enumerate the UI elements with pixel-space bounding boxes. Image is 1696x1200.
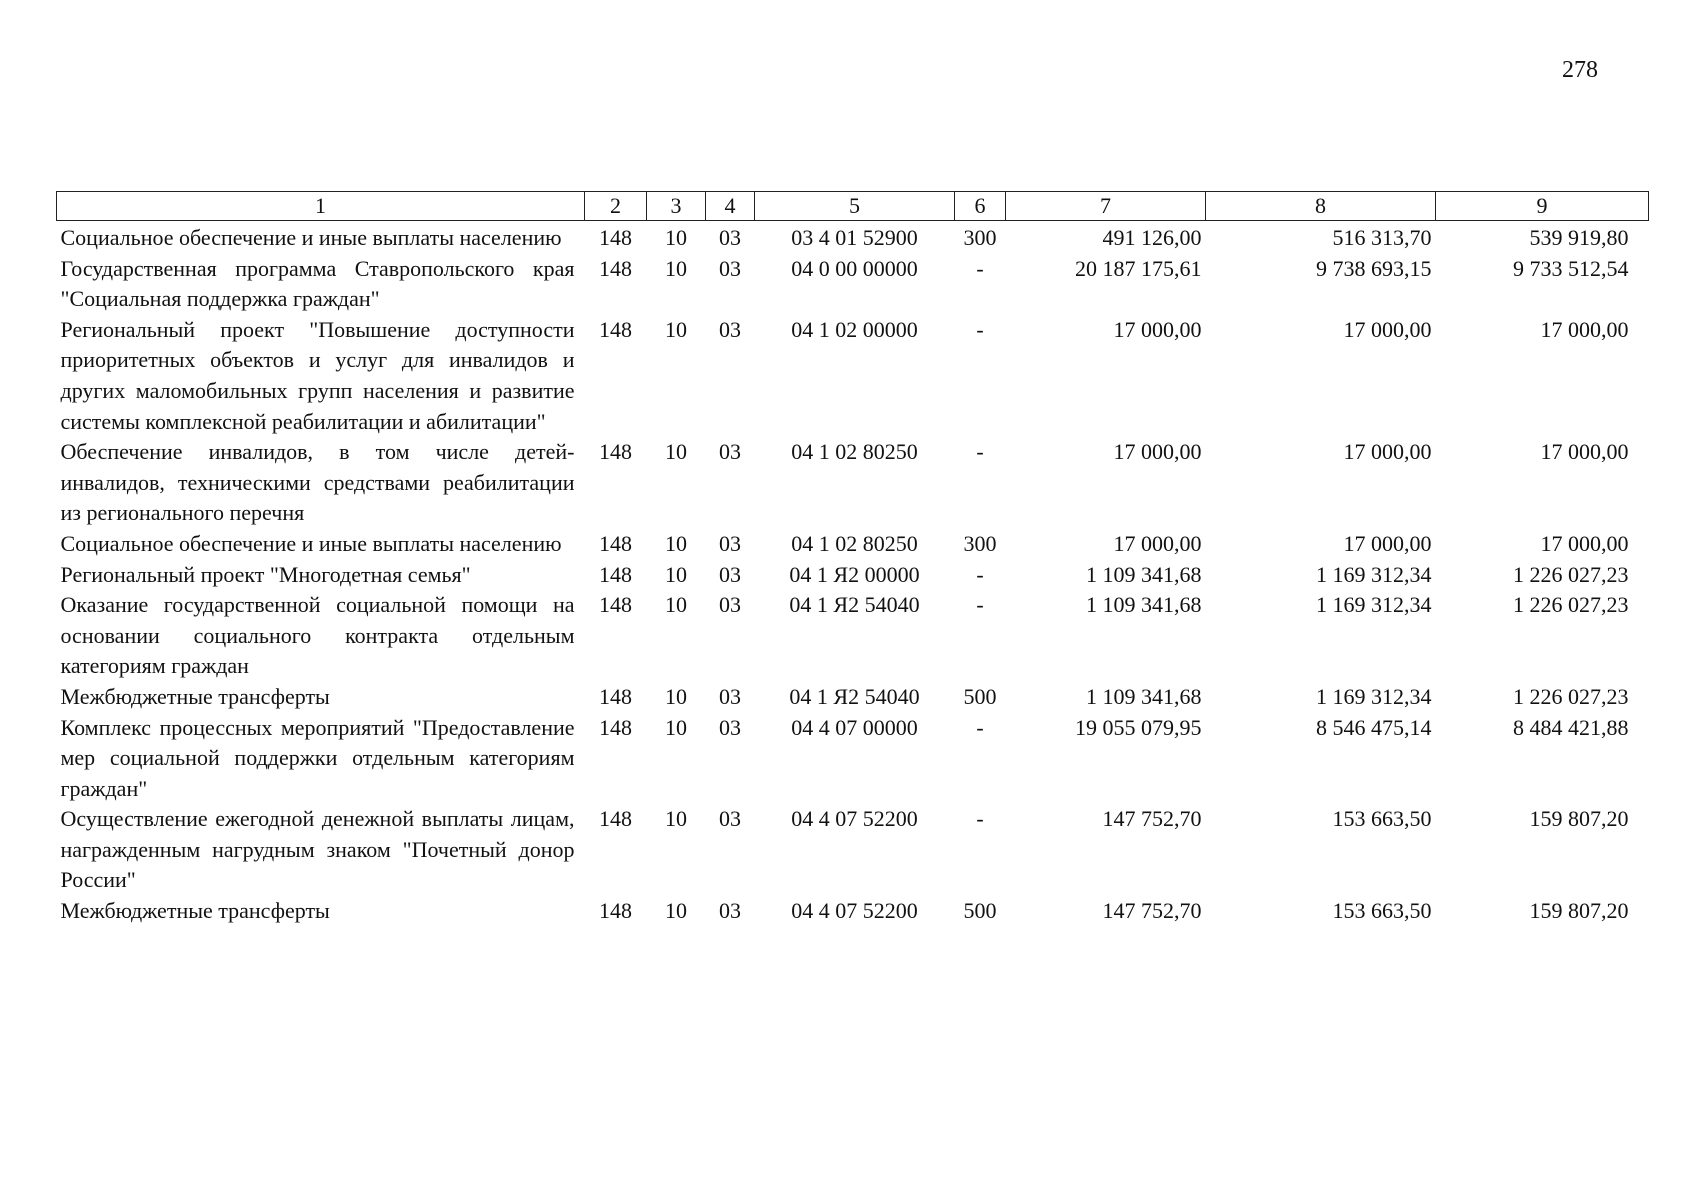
row-col-9: 9 733 512,54 [1513, 255, 1629, 281]
row-col-5: 04 1 02 80250 [791, 439, 918, 465]
row-name: Региональный проект "Повышение доступности приоритетных объектов и услуг для инвалидов и других маломобильных групп населения и развитие системы комплексной реабилитации и абилитации" [60, 316, 575, 434]
header-col-7: 7 [1006, 192, 1206, 221]
table-row [57, 713, 1649, 805]
row-col-4: 03 [719, 714, 741, 740]
row-col-2: 148 [599, 316, 632, 342]
row-name: Оказание государственной социальной помощи на основании социального контракта отдельным категориям граждан [60, 592, 575, 679]
row-col-5: 04 4 07 00000 [791, 714, 918, 740]
row-col-4: 03 [719, 806, 741, 832]
row-col-5: 04 1 Я2 54040 [789, 592, 920, 618]
row-col-3: 10 [665, 561, 687, 587]
row-col-9: 17 000,00 [1540, 439, 1629, 465]
row-col-4: 03 [719, 530, 741, 556]
row-col-7: 1 109 341,68 [1086, 561, 1202, 587]
row-col-2: 148 [599, 530, 632, 556]
table-row [57, 315, 1649, 437]
row-col-8: 9 738 693,15 [1316, 255, 1432, 281]
page-number: 278 [1562, 57, 1598, 83]
row-col-8: 1 169 312,34 [1316, 683, 1432, 709]
row-name: Обеспечение инвалидов, в том числе детей-инвалидов, техническими средствами реабилитации из регионального перечня [60, 439, 575, 526]
row-col-9: 159 807,20 [1529, 898, 1629, 924]
row-col-9: 17 000,00 [1540, 316, 1629, 342]
row-col-4: 03 [719, 898, 741, 924]
row-col-8: 17 000,00 [1343, 530, 1432, 556]
row-name: Социальное обеспечение и иные выплаты населению [60, 225, 562, 250]
row-col-7: 147 752,70 [1102, 898, 1202, 924]
table-row [57, 221, 1649, 254]
row-col-3: 10 [665, 530, 687, 556]
table-row [57, 896, 1649, 927]
row-col-8: 516 313,70 [1332, 225, 1432, 250]
row-col-4: 03 [719, 225, 741, 250]
row-col-3: 10 [665, 592, 687, 618]
row-col-2: 148 [599, 898, 632, 924]
header-row [57, 192, 1649, 221]
row-col-2: 148 [599, 255, 632, 281]
row-col-5: 04 1 Я2 54040 [789, 683, 920, 709]
row-col-8: 153 663,50 [1332, 898, 1432, 924]
table-row [57, 254, 1649, 315]
row-col-3: 10 [665, 316, 687, 342]
row-col-6: - [976, 561, 984, 587]
row-col-5: 04 1 Я2 00000 [789, 561, 920, 587]
row-col-6: 300 [963, 530, 997, 556]
row-name: Социальное обеспечение и иные выплаты населению [60, 530, 562, 556]
row-name: Государственная программа Ставропольского края "Социальная поддержка граждан" [60, 255, 575, 312]
row-col-9: 1 226 027,23 [1513, 561, 1629, 587]
row-col-4: 03 [719, 439, 741, 465]
row-col-4: 03 [719, 683, 741, 709]
row-name: Осуществление ежегодной денежной выплаты лицам, награжденным нагрудным знаком "Почетный донор России" [60, 806, 575, 893]
row-col-8: 1 169 312,34 [1316, 592, 1432, 618]
row-col-4: 03 [719, 561, 741, 587]
row-col-6: - [976, 316, 984, 342]
row-col-4: 03 [719, 592, 741, 618]
header-col-2: 2 [585, 192, 647, 221]
row-col-6: - [976, 806, 984, 832]
row-col-7: 491 126,00 [1102, 225, 1202, 250]
header-col-8: 8 [1206, 192, 1436, 221]
row-name: Региональный проект "Многодетная семья" [60, 561, 471, 587]
row-col-3: 10 [665, 439, 687, 465]
table-row [57, 804, 1649, 896]
row-name: Межбюджетные трансферты [60, 683, 330, 709]
row-col-8: 17 000,00 [1343, 316, 1432, 342]
table-row [57, 560, 1649, 591]
row-col-8: 1 169 312,34 [1316, 561, 1432, 587]
budget-table-container [56, 191, 1648, 927]
table-row [57, 590, 1649, 682]
table-row [57, 529, 1649, 560]
row-col-2: 148 [599, 225, 632, 250]
row-col-5: 04 1 02 80250 [791, 530, 918, 556]
row-col-3: 10 [665, 683, 687, 709]
row-col-5: 04 1 02 00000 [791, 316, 918, 342]
row-col-9: 8 484 421,88 [1513, 714, 1629, 740]
row-col-5: 04 4 07 52200 [791, 806, 918, 832]
header-col-1: 1 [57, 192, 585, 221]
row-col-3: 10 [665, 714, 687, 740]
row-name: Комплекс процессных мероприятий "Предоставление мер социальной поддержки отдельным категориям граждан" [60, 714, 575, 801]
header-col-3: 3 [647, 192, 706, 221]
row-col-3: 10 [665, 806, 687, 832]
row-col-2: 148 [599, 683, 632, 709]
row-col-3: 10 [665, 225, 687, 250]
row-col-7: 20 187 175,61 [1075, 255, 1202, 281]
row-col-7: 17 000,00 [1113, 316, 1202, 342]
row-col-7: 17 000,00 [1113, 439, 1202, 465]
row-col-6: - [976, 255, 984, 281]
row-col-9: 539 919,80 [1529, 225, 1629, 250]
row-col-4: 03 [719, 255, 741, 281]
row-col-2: 148 [599, 714, 632, 740]
row-col-8: 153 663,50 [1332, 806, 1432, 832]
row-col-5: 03 4 01 52900 [791, 225, 918, 250]
row-col-7: 147 752,70 [1102, 806, 1202, 832]
row-col-3: 10 [665, 898, 687, 924]
row-col-2: 148 [599, 592, 632, 618]
row-col-7: 19 055 079,95 [1075, 714, 1202, 740]
row-col-6: 500 [963, 683, 997, 709]
row-col-4: 03 [719, 316, 741, 342]
row-col-2: 148 [599, 806, 632, 832]
row-col-7: 17 000,00 [1113, 530, 1202, 556]
row-col-6: - [976, 714, 984, 740]
row-col-5: 04 0 00 00000 [791, 255, 918, 281]
row-col-2: 148 [599, 439, 632, 465]
budget-table [56, 191, 1649, 927]
row-col-6: - [976, 439, 984, 465]
row-col-5: 04 4 07 52200 [791, 898, 918, 924]
row-col-8: 17 000,00 [1343, 439, 1432, 465]
row-col-6: 300 [963, 225, 997, 250]
row-col-6: - [976, 592, 984, 618]
row-name: Межбюджетные трансферты [60, 898, 330, 924]
header-col-4: 4 [706, 192, 755, 221]
table-row [57, 437, 1649, 529]
header-col-5: 5 [755, 192, 955, 221]
row-col-2: 148 [599, 561, 632, 587]
row-col-7: 1 109 341,68 [1086, 683, 1202, 709]
header-col-6: 6 [955, 192, 1006, 221]
table-row [57, 682, 1649, 713]
row-col-6: 500 [963, 898, 997, 924]
row-col-9: 159 807,20 [1529, 806, 1629, 832]
row-col-3: 10 [665, 255, 687, 281]
row-col-8: 8 546 475,14 [1316, 714, 1432, 740]
row-col-9: 17 000,00 [1540, 530, 1629, 556]
header-col-9: 9 [1436, 192, 1649, 221]
row-col-7: 1 109 341,68 [1086, 592, 1202, 618]
row-col-9: 1 226 027,23 [1513, 592, 1629, 618]
row-col-9: 1 226 027,23 [1513, 683, 1629, 709]
